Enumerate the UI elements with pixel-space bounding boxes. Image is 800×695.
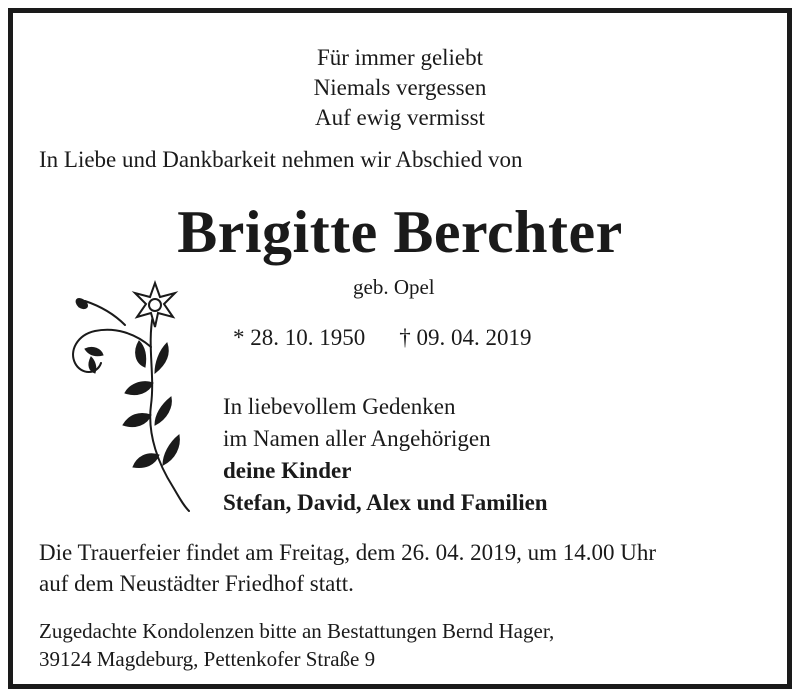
condolence-line: 39124 Magdeburg, Pettenkofer Straße 9 (39, 647, 376, 671)
flower-icon (55, 275, 193, 513)
memory-block (223, 391, 548, 519)
obituary-frame (8, 8, 792, 689)
motto-line: Niemals vergessen (313, 75, 487, 100)
ceremony-line: Die Trauerfeier findet am Freitag, dem 26. 04. 2019, um 14.00 Uhr (39, 540, 657, 565)
life-dates (233, 325, 532, 351)
motto-verse (13, 43, 787, 133)
signatories-names: Stefan, David, Alex und Familien (223, 490, 548, 515)
signatories-title: deine Kinder (223, 458, 352, 483)
ceremony-line: auf dem Neustädter Friedhof statt. (39, 571, 354, 596)
deceased-name: Brigitte Berchter (177, 199, 623, 265)
memory-line: In liebevollem Gedenken (223, 394, 456, 419)
birth-date: * 28. 10. 1950 (233, 325, 366, 350)
birth-name: geb. Opel (353, 275, 435, 299)
intro-text: In Liebe und Dankbarkeit nehmen wir Abschied von (39, 147, 523, 172)
motto-line: Für immer geliebt (316, 45, 484, 70)
ceremony-info (39, 537, 656, 599)
condolence-info (39, 617, 554, 673)
memory-line: im Namen aller Angehörigen (223, 426, 491, 451)
death-date: † 09. 04. 2019 (399, 325, 532, 350)
motto-line: Auf ewig vermisst (315, 105, 485, 130)
condolence-line: Zugedachte Kondolenzen bitte an Bestattungen Bernd Hager, (39, 619, 555, 643)
